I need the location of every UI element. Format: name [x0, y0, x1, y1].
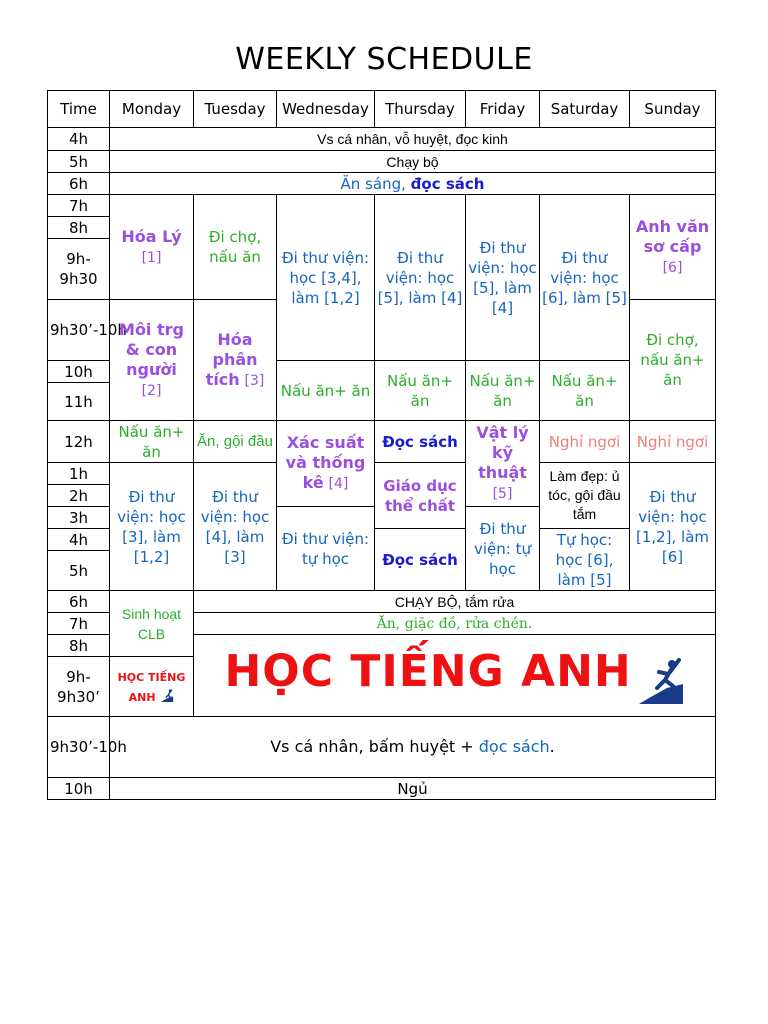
time-cell: 10h: [48, 778, 110, 800]
time-cell: 11h: [48, 383, 110, 421]
tue-morning2: Hóa phân tích [3]: [194, 300, 277, 421]
english-title: HỌC TIẾNG ANH: [224, 646, 632, 697]
time-cell: 7h: [48, 195, 110, 217]
thu-morning: Đi thư viện: học [5], làm [4]: [375, 195, 466, 361]
daily-sleep: Ngủ: [110, 778, 716, 800]
table-row: [48, 421, 716, 463]
daily-evening-7h: Ăn, giặc đồ, rửa chén.: [194, 613, 716, 635]
time-cell: 6h: [48, 591, 110, 613]
tue-morning1: Đi chợ, nấu ăn: [194, 195, 277, 300]
table-row: [48, 717, 716, 778]
time-cell: 10h: [48, 361, 110, 383]
reading-text: đọc sách: [410, 174, 485, 193]
fri-afternoon: Đi thư viện: tự học: [466, 507, 540, 591]
daily-night: Vs cá nhân, bấm huyệt + đọc sách.: [110, 717, 716, 778]
tue-afternoon: Đi thư viện: học [4], làm [3]: [194, 463, 277, 591]
daily-evening-6h: CHẠY BỘ, tắm rửa: [194, 591, 716, 613]
header-friday: Friday: [466, 91, 540, 128]
sat-noon: Nghỉ ngơi: [540, 421, 630, 463]
fri-cook: Nấu ăn+ ăn: [466, 361, 540, 421]
time-cell: 8h: [48, 635, 110, 657]
thu-noon: Đọc sách: [375, 421, 466, 463]
mon-noon: Nấu ăn+ ăn: [110, 421, 194, 463]
table-row: [48, 195, 716, 217]
mon-morning1: Hóa Lý [1]: [110, 195, 194, 300]
time-cell: 7h: [48, 613, 110, 635]
time-cell: 9h30’-10h: [48, 717, 110, 778]
thu-class: Giáo dục thể chất: [375, 463, 466, 529]
table-row: [48, 463, 716, 485]
header-row: [48, 91, 716, 128]
sun-market: Đi chợ, nấu ăn+ ăn: [630, 300, 716, 421]
daily-4h: Vs cá nhân, vỗ huyệt, đọc kinh: [110, 128, 716, 151]
table-row: [48, 778, 716, 800]
sun-afternoon: Đi thư viện: học [1,2], làm [6]: [630, 463, 716, 591]
mon-english: HỌC TIẾNG ANH: [110, 657, 194, 717]
time-cell: 9h-9h30’: [48, 657, 110, 717]
thu-read: Đọc sách: [375, 529, 466, 591]
time-cell: 6h: [48, 173, 110, 195]
climber-icon: [160, 687, 174, 707]
sun-noon: Nghỉ ngơi: [630, 421, 716, 463]
breakfast-text: Ăn sáng,: [340, 174, 411, 193]
time-cell: 5h: [48, 551, 110, 591]
header-monday: Monday: [110, 91, 194, 128]
sat-beauty: Làm đẹp: ủ tóc, gội đầu tắm: [540, 463, 630, 529]
time-cell: 5h: [48, 151, 110, 173]
fri-noon: Vật lý kỹ thuật [5]: [466, 421, 540, 507]
time-cell: 3h: [48, 507, 110, 529]
weekly-schedule-table: [47, 90, 716, 800]
time-cell: 8h: [48, 217, 110, 239]
english-block: [194, 635, 716, 717]
sat-cook: Nấu ăn+ ăn: [540, 361, 630, 421]
table-row: [48, 173, 716, 195]
thu-cook: Nấu ăn+ ăn: [375, 361, 466, 421]
sat-morning: Đi thư viện: học [6], làm [5]: [540, 195, 630, 361]
mon-morning2: Môi trg & con người [2]: [110, 300, 194, 421]
time-cell: 4h: [48, 128, 110, 151]
tue-noon: Ăn, gội đầu: [194, 421, 277, 463]
header-wednesday: Wednesday: [277, 91, 375, 128]
header-saturday: Saturday: [540, 91, 630, 128]
daily-6h: [110, 173, 716, 195]
wed-afternoon: Đi thư viện: tự học: [277, 507, 375, 591]
sat-study: Tự học: học [6], làm [5]: [540, 529, 630, 591]
time-cell: 9h-9h30: [48, 239, 110, 300]
page-title: WEEKLY SCHEDULE: [235, 42, 533, 77]
daily-5h: Chạy bộ: [110, 151, 716, 173]
header-sunday: Sunday: [630, 91, 716, 128]
time-cell: 2h: [48, 485, 110, 507]
table-row: [48, 591, 716, 613]
header-time: Time: [48, 91, 110, 128]
wed-morning: Đi thư viện: học [3,4], làm [1,2]: [277, 195, 375, 361]
fri-morning: Đi thư viện: học [5], làm [4]: [466, 195, 540, 361]
wed-noon: Xác suất và thống kê [4]: [277, 421, 375, 507]
climber-icon: [637, 654, 685, 709]
time-cell: 1h: [48, 463, 110, 485]
time-cell: 12h: [48, 421, 110, 463]
time-cell: 4h: [48, 529, 110, 551]
mon-afternoon: Đi thư viện: học [3], làm [1,2]: [110, 463, 194, 591]
table-row: [48, 151, 716, 173]
header-tuesday: Tuesday: [194, 91, 277, 128]
mon-evening: Sinh hoạt CLB: [110, 591, 194, 657]
wed-cook: Nấu ăn+ ăn: [277, 361, 375, 421]
time-cell: 9h30’-10h: [48, 300, 110, 361]
header-thursday: Thursday: [375, 91, 466, 128]
table-row: [48, 128, 716, 151]
sun-morning1: Anh văn sơ cấp [6]: [630, 195, 716, 300]
